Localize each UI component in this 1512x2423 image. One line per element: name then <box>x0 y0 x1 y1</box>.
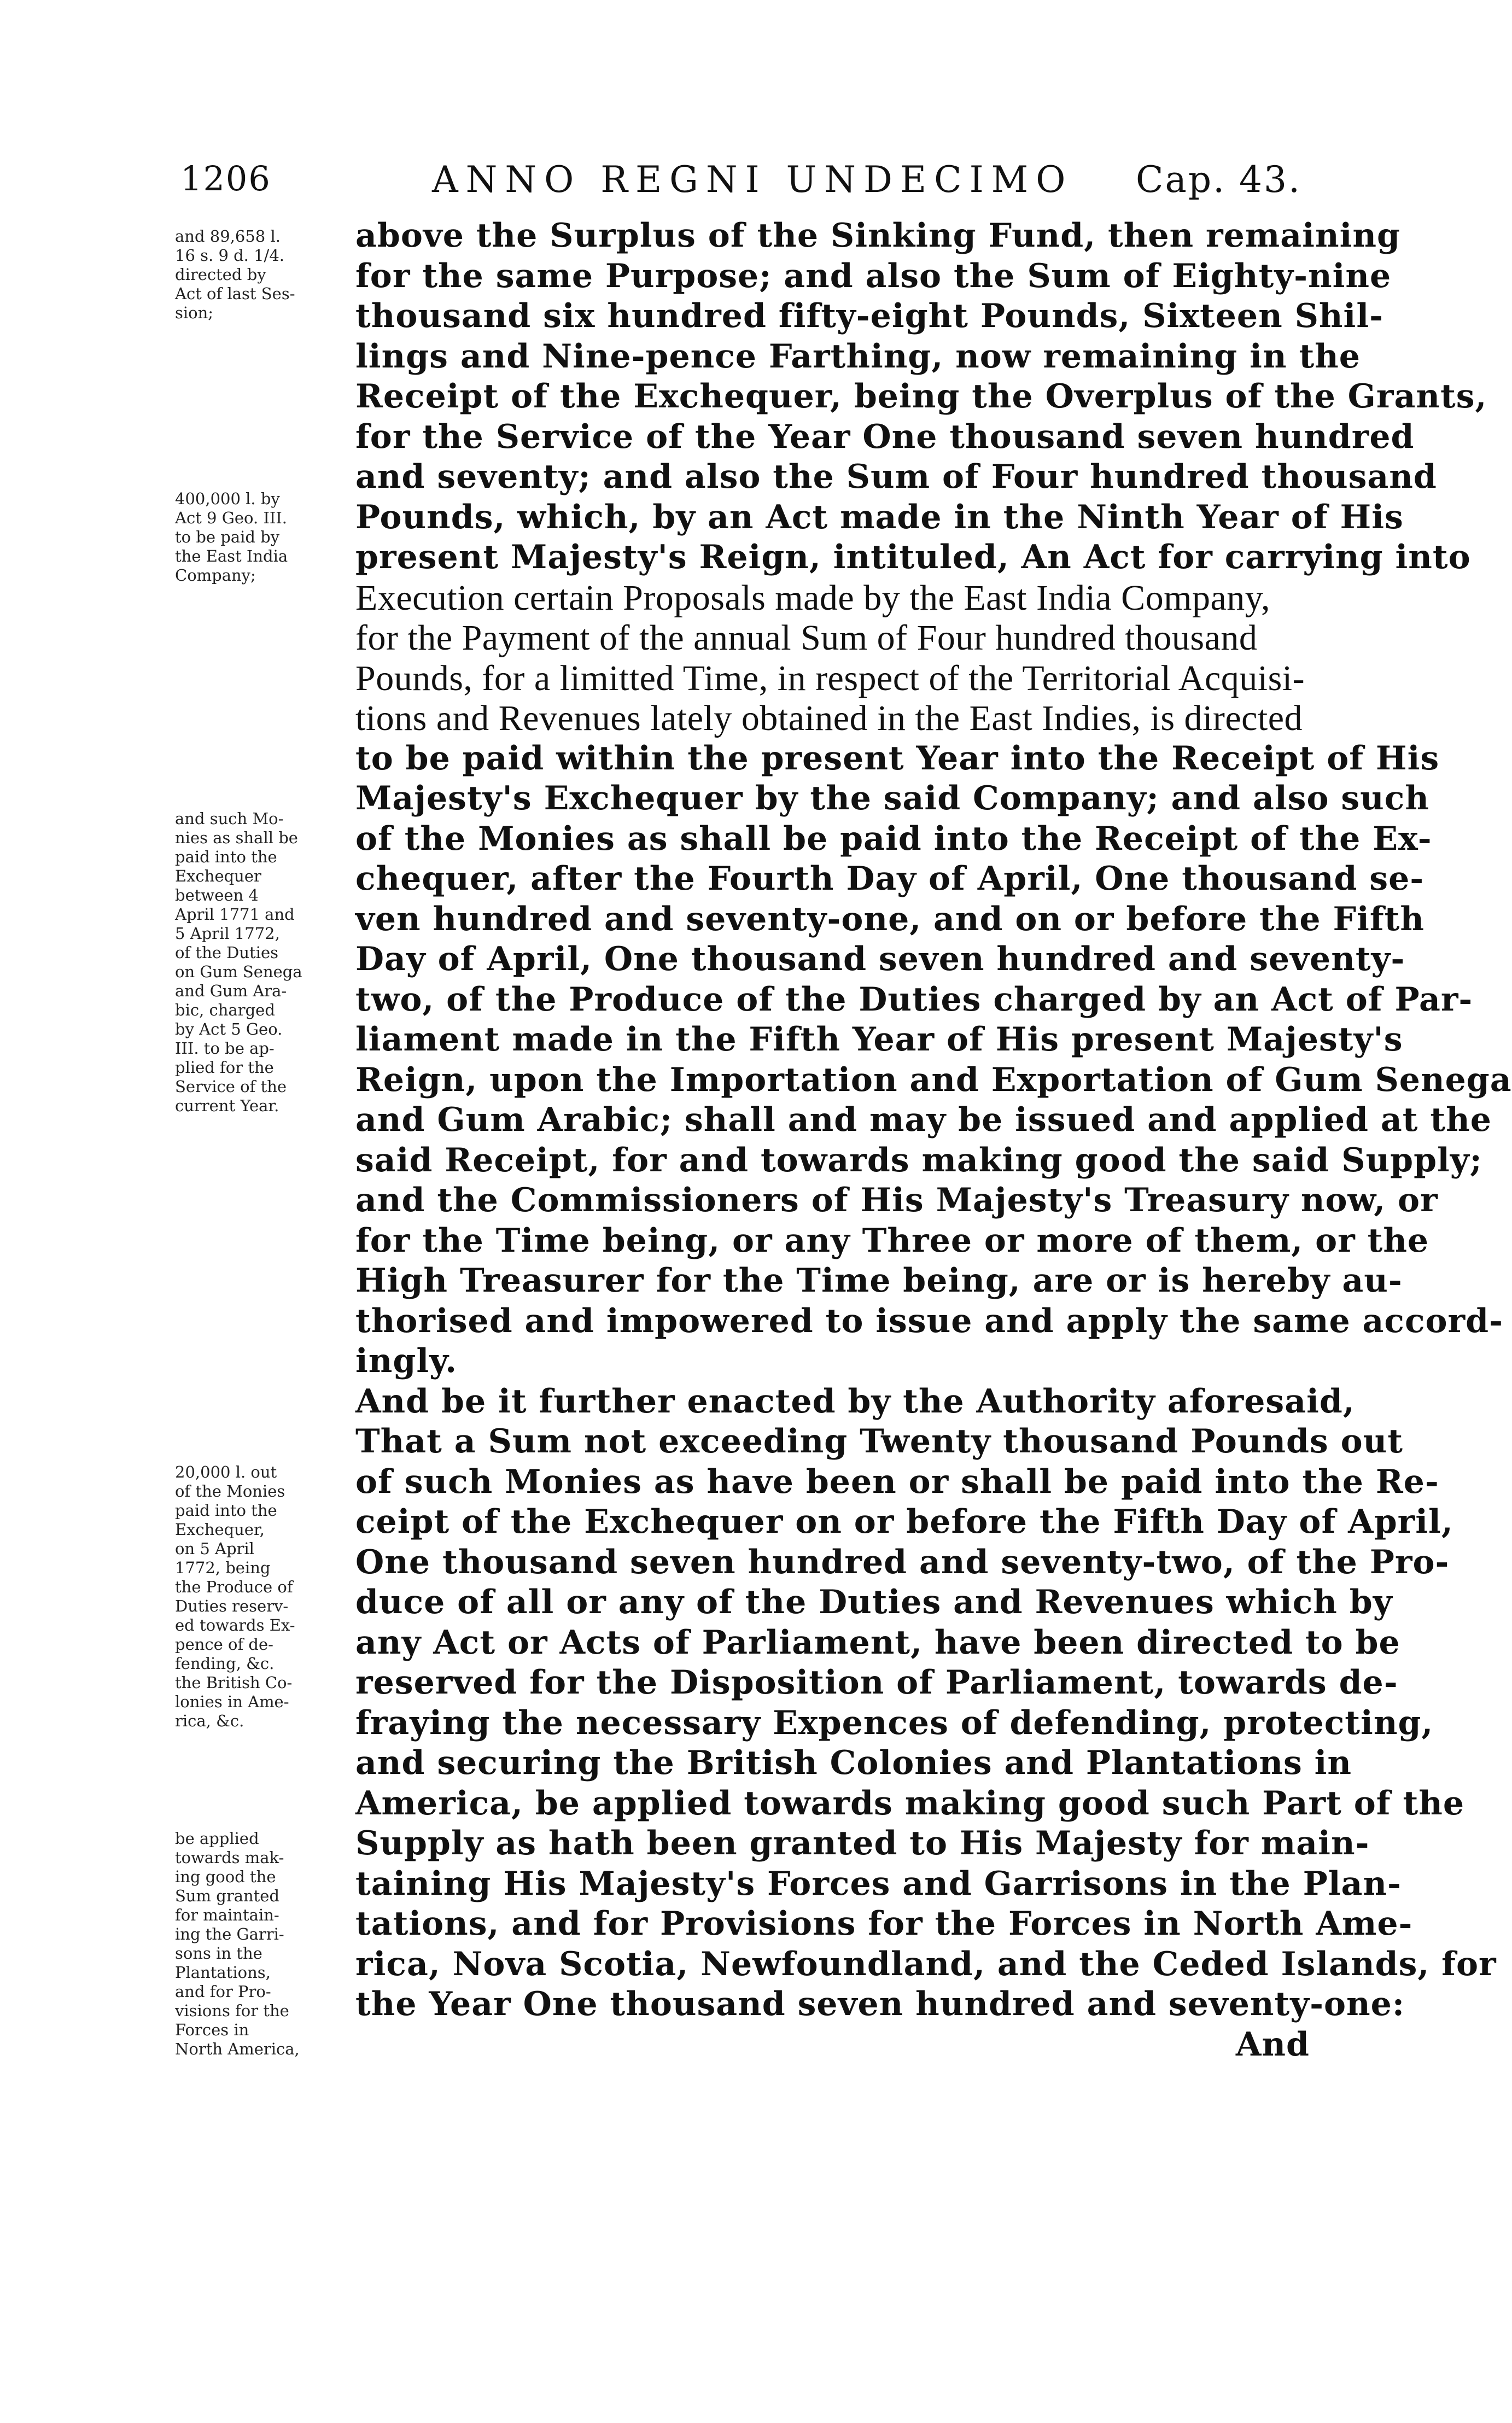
marginal-note-line: ing the Garri- <box>175 1925 284 1943</box>
body-line: said Receipt, for and towards making good the said Supply; <box>355 1141 1482 1180</box>
body-line: liament made in the Fifth Year of His present Majesty's <box>355 1020 1403 1059</box>
body-line: fraying the necessary Expences of defending, protecting, <box>355 1703 1434 1742</box>
body-line: for the Payment of the annual Sum of Four hundred thousand <box>355 618 1258 658</box>
body-line: Execution certain Proposals made by the East India Company, <box>355 577 1270 618</box>
body-line: rica, Nova Scotia, Newfoundland, and the Ceded Islands, for <box>355 1945 1497 1983</box>
marginal-note-line: pence of de- <box>175 1635 273 1654</box>
marginal-note-line: Plantations, <box>175 1963 271 1982</box>
marginal-note <box>175 809 339 1116</box>
body-line: taining His Majesty's Forces and Garrisons in the Plan- <box>355 1864 1402 1903</box>
marginal-note-line: between 4 <box>175 886 259 904</box>
body-line: for the Time being, or any Three or more of them, or the <box>355 1221 1429 1260</box>
body-line: Majesty's Exchequer by the said Company; and also such <box>355 779 1429 818</box>
body-line: tations, and for Provisions for the Forces in North Ame- <box>355 1905 1413 1943</box>
marginal-note-line: and 89,658 l. <box>175 227 281 246</box>
body-line: and Gum Arabic; shall and may be issued and applied at the <box>355 1101 1492 1139</box>
running-header <box>180 148 1301 208</box>
marginal-note <box>175 489 339 585</box>
marginal-note-line: towards mak- <box>175 1848 284 1867</box>
chapter-number: Cap. 43. <box>1135 159 1301 201</box>
body-line: for the Service of the Year One thousand seven hundred <box>355 417 1415 456</box>
marginal-note-line: rica, &c. <box>175 1712 244 1730</box>
marginal-note-line: 20,000 l. out <box>175 1463 277 1481</box>
body-line: and the Commissioners of His Majesty's Treasury now, or <box>355 1181 1438 1219</box>
running-title: ANNO REGNI UNDECIMO <box>432 159 1073 201</box>
marginal-note-line: Forces in <box>175 2021 249 2039</box>
marginal-note <box>175 1463 339 1731</box>
marginal-note-line: paid into the <box>175 848 277 866</box>
marginal-note-line: directed by <box>175 265 266 284</box>
marginal-note-line: ed towards Ex- <box>175 1616 295 1634</box>
body-line: two, of the Produce of the Duties charged by an Act of Par- <box>355 980 1473 1019</box>
body-line: tions and Revenues lately obtained in the East Indies, is directed <box>355 698 1303 738</box>
body-line: and securing the British Colonies and Plantations in <box>355 1744 1352 1782</box>
marginal-note-line: nies as shall be <box>175 828 298 847</box>
marginal-note-line: the East India <box>175 547 288 565</box>
body-line: Day of April, One thousand seven hundred and seventy- <box>355 940 1405 978</box>
body-line: ceipt of the Exchequer on or before the Fifth Day of April, <box>355 1503 1453 1541</box>
marginal-note-line: 400,000 l. by <box>175 489 280 508</box>
body-line: present Majesty's Reign, intituled, An Act for carrying into <box>355 538 1471 576</box>
marginal-note-line: Service of the <box>175 1077 287 1096</box>
marginal-note-line: North America, <box>175 2040 300 2058</box>
marginal-note-line: plied for the <box>175 1058 274 1077</box>
body-line: ingly. <box>355 1342 458 1380</box>
body-line: One thousand seven hundred and seventy-two, of the Pro- <box>355 1543 1450 1581</box>
body-line: Pounds, for a limitted Time, in respect of the Territorial Acquisi- <box>355 658 1305 698</box>
marginal-note-line: Act of last Ses- <box>175 284 295 303</box>
marginal-note-line: sons in the <box>175 1944 262 1963</box>
marginal-note-line: be applied <box>175 1829 259 1848</box>
marginal-note-line: for maintain- <box>175 1906 279 1924</box>
marginal-note-line: fending, &c. <box>175 1654 275 1673</box>
body-line: Reign, upon the Importation and Exportation of Gum Senega <box>355 1060 1512 1099</box>
marginal-note-line: 5 April 1772, <box>175 924 280 943</box>
body-line: thorised and impowered to issue and apply the same accord- <box>355 1301 1503 1340</box>
marginal-note-line: 16 s. 9 d. 1/4. <box>175 246 284 265</box>
body-line: of such Monies as have been or shall be paid into the Re- <box>355 1462 1439 1501</box>
body-line: lings and Nine-pence Farthing, now remaining in the <box>355 337 1361 376</box>
marginal-note-line: the Produce of <box>175 1578 293 1596</box>
body-line: to be paid within the present Year into the Receipt of His <box>355 739 1440 778</box>
marginal-note-line: and Gum Ara- <box>175 982 287 1000</box>
marginal-note-line: and such Mo- <box>175 809 284 828</box>
body-line: That a Sum not exceeding Twenty thousand Pounds out <box>355 1422 1403 1461</box>
body-line: High Treasurer for the Time being, are or is hereby au- <box>355 1262 1403 1300</box>
body-line: and seventy; and also the Sum of Four hundred thousand <box>355 458 1437 496</box>
marginal-note-line: to be paid by <box>175 528 280 546</box>
marginal-note-line: and for Pro- <box>175 1982 271 2001</box>
marginal-note-line: on Gum Senega <box>175 962 302 981</box>
body-line: And be it further enacted by the Authority aforesaid, <box>355 1382 1355 1421</box>
marginal-note-line: current Year. <box>175 1096 279 1115</box>
marginal-note-line: April 1771 and <box>175 905 295 924</box>
marginal-note-line: by Act 5 Geo. <box>175 1020 283 1038</box>
marginal-note-line: Act 9 Geo. III. <box>175 509 288 527</box>
marginal-note-line: visions for the <box>175 2001 289 2020</box>
body-line: reserved for the Disposition of Parliament, towards de- <box>355 1663 1398 1702</box>
marginal-note-line: sion; <box>175 303 214 322</box>
body-line: Supply as hath been granted to His Majesty for main- <box>355 1824 1370 1863</box>
marginal-note-line: Duties reserv- <box>175 1597 289 1615</box>
marginal-note-line: of the Monies <box>175 1482 285 1500</box>
body-line: Pounds, which, by an Act made in the Ninth Year of His <box>355 498 1404 536</box>
marginal-note-line: Exchequer, <box>175 1520 265 1539</box>
marginal-note-line: Company; <box>175 566 256 585</box>
marginal-note-line: on 5 April <box>175 1539 254 1558</box>
page-number: 1206 <box>180 159 271 198</box>
marginal-note-line: lonies in Ame- <box>175 1692 289 1711</box>
body-line: America, be applied towards making good such Part of the <box>355 1784 1465 1823</box>
marginal-note-line: Exchequer <box>175 867 261 885</box>
body-line: thousand six hundred fifty-eight Pounds, Sixteen Shil- <box>355 297 1384 335</box>
body-line: duce of all or any of the Duties and Revenues which by <box>355 1583 1393 1621</box>
body-line: And <box>1235 2025 1310 2064</box>
marginal-note-line: bic, charged <box>175 1001 275 1019</box>
marginal-note-line: ing good the <box>175 1867 276 1886</box>
marginal-note-line: Sum granted <box>175 1887 280 1905</box>
body-line: chequer, after the Fourth Day of April, One thousand se- <box>355 860 1425 898</box>
body-text <box>355 216 1512 2065</box>
marginal-note-line: paid into the <box>175 1501 277 1520</box>
body-line: the Year One thousand seven hundred and seventy-one: <box>355 1985 1405 2023</box>
marginal-note <box>175 227 339 323</box>
body-line: any Act or Acts of Parliament, have been directed to be <box>355 1623 1400 1662</box>
body-line: ven hundred and seventy-one, and on or before the Fifth <box>355 900 1425 938</box>
marginal-note-line: the British Co- <box>175 1673 293 1692</box>
marginal-note <box>175 1829 339 2059</box>
marginal-note-line: 1772, being <box>175 1558 271 1577</box>
body-line: above the Surplus of the Sinking Fund, then remaining <box>355 217 1400 255</box>
body-line: for the same Purpose; and also the Sum of Eighty-nine <box>355 256 1392 295</box>
marginal-note-line: III. to be ap- <box>175 1039 275 1058</box>
body-line: Receipt of the Exchequer, being the Overplus of the Grants, <box>355 377 1487 416</box>
body-line: of the Monies as shall be paid into the Receipt of the Ex- <box>355 819 1432 858</box>
marginal-note-line: of the Duties <box>175 943 279 962</box>
